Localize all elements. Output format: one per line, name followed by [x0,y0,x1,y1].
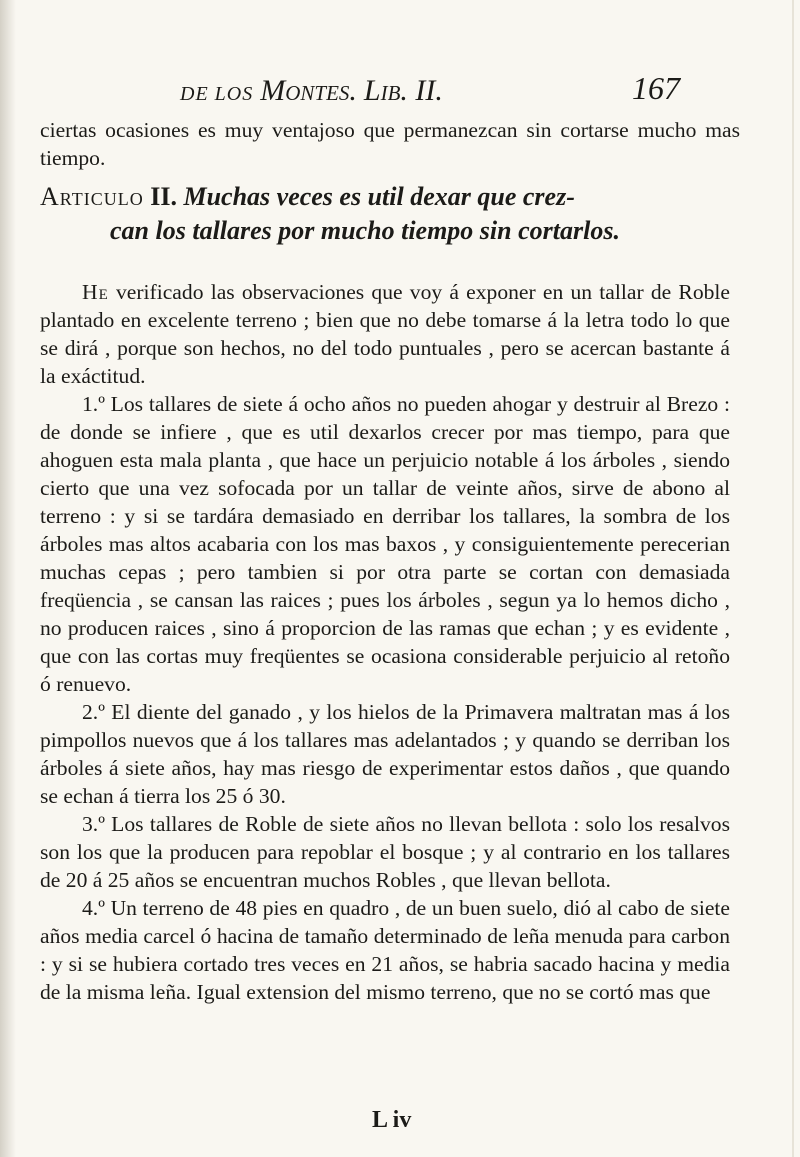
article-number: II. [150,182,177,211]
paragraph [40,698,730,810]
paragraph-lead: 1.º [82,392,105,416]
paragraph-text: Los tallares de siete á ocho años no pueden ahogar y destruir al Brezo : de donde se infiere , que es util dexarlos crecer por mas tiempo, para que ahoguen esta mala planta , que hace un perjuicio notable á los árboles , siendo cierto que una vez sofocada por un tallar de veinte años, sirve de abono al terreno : y si se tardára demasiado en derribar los tallares, la sombra de los árboles mas altos acabaria con los mas baxos , y consiguientemente perecerian muchas cepas ; pero tambien si por otra parte se cortan con demasiada freqüencia , se cansan las raices ; pues los árboles , segun ya lo hemos dicho , no producen raices , sino á proporcion de las ramas que echan ; y es evidente , que con las cortas muy freqüentes se ocasiona considerable perjuicio al retoño ó renuevo. [40,392,730,696]
paragraph [40,278,730,390]
paragraph-lead: 3.º [82,812,105,836]
running-title [180,74,443,108]
article-title-line-1: Muchas veces es util dexar que crez- [183,182,575,211]
running-title-book: Lib. II. [363,74,443,107]
article-label: Articulo [40,182,144,211]
paragraph-text: verificado las observaciones que voy á exponer en un tallar de Roble plantado en excelente terreno ; bien que no debe tomarse á la letra todo lo que se dirá , porque son hechos, no del todo puntuales , pero se acercan bastante á la exáctitud. [40,280,730,388]
paragraph-lead: 2.º [82,700,105,724]
paragraph [40,810,730,894]
article-body [40,278,730,1108]
signature-mark: L iv [372,1107,412,1133]
article-title-line-2: can los tallares por mucho tiempo sin cortarlos. [110,216,620,245]
paragraph-text: El diente del ganado , y los hielos de la Primavera maltratan mas á los pimpollos nuevos que á los tallares mas adelantados ; y quando se derriban los árboles á siete años, hay mas riesgo de experimentar estos daños , que quando se echan á tierra los 25 ó 30. [40,700,730,808]
intro-paragraph: ciertas ocasiones es muy ventajoso que permanezcan sin cortarse mucho mas tiempo. [40,118,740,170]
page-edge [792,0,794,1157]
running-title-main: Montes. [260,74,357,107]
paragraph-text: Un terreno de 48 pies en quadro , de un buen suelo, dió al cabo de siete años media carcel ó hacina de tamaño determinado de leña menuda para carbon : y si se hubiera cortado tres veces en 21 años, se habria sacado hacina y media de la misma leña. Igual extension del mismo terreno, que no se cortó mas que [40,896,730,1004]
paragraph-lead: He [82,280,109,304]
page-number: 167 [632,70,680,106]
paragraph-lead: 4.º [82,896,105,920]
article-heading [40,180,740,248]
paragraph [40,390,730,698]
paragraph [40,894,730,1006]
paragraph-text: Los tallares de Roble de siete años no llevan bellota : solo los resalvos son los que la producen para repoblar el bosque ; y al contrario en los tallares de 20 á 25 años se encuentran muchos Robles , que llevan bellota. [40,812,730,892]
running-head [180,66,680,112]
running-title-prefix: DE LOS [180,83,254,105]
